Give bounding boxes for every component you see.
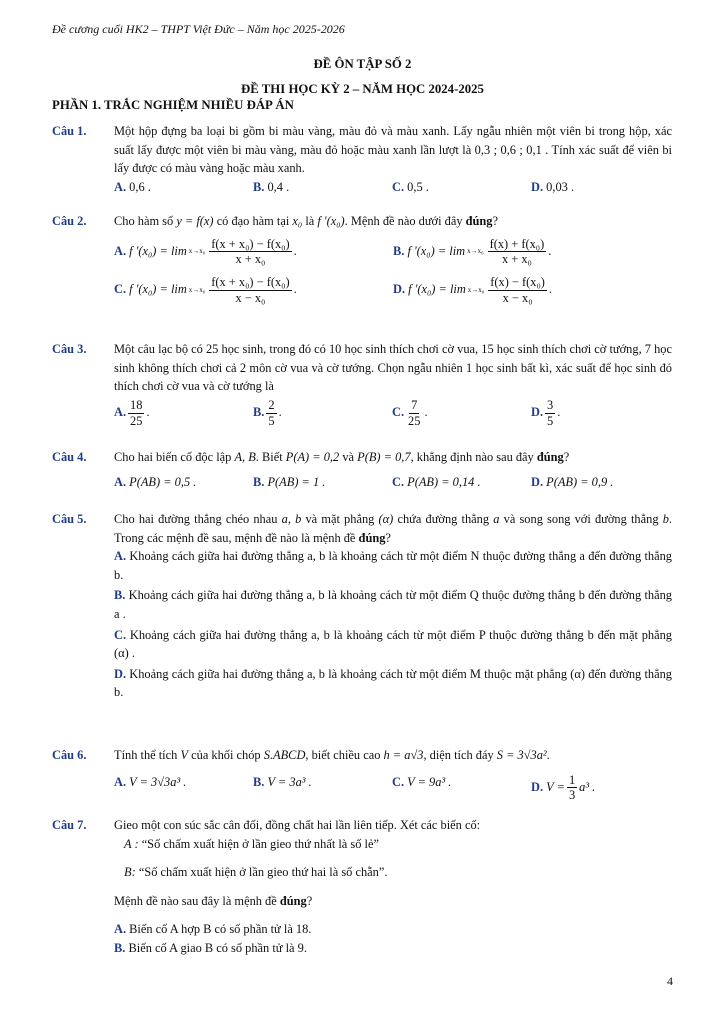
document-header: Đề cương cuối HK2 – THPT Việt Đức – Năm học 2025-2026 xyxy=(52,22,345,36)
option-b[interactable]: B. Khoảng cách giữa hai đường thẳng a, b là khoảng cách từ một điểm Q thuộc đường thẳng b đến đường thẳng a . xyxy=(114,588,672,622)
option-b[interactable]: B. f '(x₀) = lim x→x₀ $\frac{\text{f(x) + f(x₀)}}{\text{x + x₀}}$ . xyxy=(393,236,552,267)
question-text: Cho hai đường thẳng chéo nhau a, b và mặt phẳng (α) chứa đường thẳng a và song song với đường thẳng b. Trong các mệnh đề sau, mệnh đề nào là mệnh đề đúng? xyxy=(114,512,672,545)
option-d[interactable]: D. Khoảng cách giữa hai đường thẳng a, b là khoảng cách từ một điểm M thuộc mặt phẳng (α) đến đường thẳng b. xyxy=(114,666,672,700)
exam-subtitle: ĐỀ THI HỌC KỲ 2 – NĂM HỌC 2024-2025 xyxy=(241,82,484,96)
question-text: Một hộp đựng ba loại bi gồm bi màu vàng, màu đỏ và màu xanh. Lấy ngẫu nhiên một viên bi trong hộp, xác suất lấy được một viên bi màu vàng, màu đỏ hoặc màu xanh lần lượt là 0,3 ; 0,6 ; 0,1 . Tính xác suất để viên bi lấy được có màu vàng hoặc màu xanh. xyxy=(114,124,672,176)
question-text: Cho hàm số y = f(x) có đạo hàm tại x₀ là f '(x₀). Mệnh đề nào dưới đây đúng? xyxy=(114,214,498,228)
question-2 xyxy=(52,212,672,306)
option-a[interactable]: A. $\frac{18}{25}$ . xyxy=(114,397,150,428)
question-6 xyxy=(52,746,672,803)
answer-options xyxy=(114,178,672,197)
answer-options xyxy=(114,398,672,429)
question-text: Một câu lạc bộ có 25 học sinh, trong đó có 10 học sinh thích chơi cờ vua, 15 học sinh thích chơi cờ tướng, 7 học sinh không thích chơi cả 2 môn cờ vua và cờ tướng. Chọn ngẫu nhiên 1 học sinh bất kì, xác suất để học sinh đó thích chơi cờ vua và cờ tướng là xyxy=(114,342,672,394)
page-number: 4 xyxy=(667,974,673,988)
exam-title: ĐỀ ÔN TẬP SỐ 2 xyxy=(313,57,412,71)
option-d[interactable]: D. V = $\frac{1}{3}$ a³ . xyxy=(531,772,596,803)
question-7 xyxy=(52,816,672,958)
option-b[interactable]: B. V = 3a³ . xyxy=(253,774,312,789)
question-label: Câu 6. xyxy=(52,748,87,762)
question-label: Câu 2. xyxy=(52,214,87,228)
event-b: B: “Số chấm xuất hiện ở lần gieo thứ hai là số chẵn”. xyxy=(124,865,388,880)
question-label: Câu 7. xyxy=(52,818,87,832)
answer-options-row-2 xyxy=(114,275,672,306)
option-a[interactable]: A. Khoảng cách giữa hai đường thẳng a, b là khoảng cách từ một điểm N thuộc đường thẳng a đến đường thẳng b. xyxy=(114,549,672,582)
event-a: A : “Số chấm xuất hiện ở lần gieo thứ nhất là số lẻ” xyxy=(124,836,379,851)
option-d[interactable]: D. P(AB) = 0,9 . xyxy=(531,474,614,489)
question-label: Câu 1. xyxy=(52,124,87,138)
option-a[interactable]: A. P(AB) = 0,5 . xyxy=(114,474,197,489)
option-b[interactable]: B. $\frac{2}{5}$ . xyxy=(253,397,282,428)
part-title: PHẦN 1. TRẮC NGHIỆM NHIỀU ĐÁP ÁN xyxy=(52,98,294,112)
option-a[interactable]: A. 0,6 . xyxy=(114,179,151,194)
option-b[interactable]: B. Biến cố A giao B có số phần tử là 9. xyxy=(114,941,307,956)
option-c[interactable]: C. Khoảng cách giữa hai đường thẳng a, b là khoảng cách từ một điểm P thuộc đường thẳng b đến mặt phẳng (α) . xyxy=(114,627,672,661)
option-c[interactable]: C. P(AB) = 0,14 . xyxy=(392,474,481,489)
question-4 xyxy=(52,448,672,491)
option-c[interactable]: C. 0,5 . xyxy=(392,179,429,194)
question-prompt: Mệnh đề nào sau đây là mệnh đề đúng? xyxy=(114,893,313,908)
option-c[interactable]: C. $\frac{7}{25}$ . xyxy=(392,397,428,428)
option-a[interactable]: A. f '(x₀) = lim x→x₀ $\frac{\text{f(x + x₀) − f(x₀)}}{\text{x + x₀}}$ . xyxy=(114,236,297,267)
option-d[interactable]: D. $\frac{3}{5}$ . xyxy=(531,397,561,428)
option-a[interactable]: A. Biến cố A hợp B có số phần tử là 18. xyxy=(114,922,312,937)
answer-options xyxy=(114,773,672,804)
option-c[interactable]: C. V = 9a³ . xyxy=(392,774,452,789)
question-1 xyxy=(52,122,672,196)
option-d[interactable]: D. 0,03 . xyxy=(531,179,575,194)
option-a[interactable]: A. V = 3√3a³ . xyxy=(114,774,187,789)
answer-options xyxy=(114,473,672,492)
option-c[interactable]: C. f '(x₀) = lim x→x₀ $\frac{\text{f(x + x₀) − f(x₀)}}{\text{x − x₀}}$ . xyxy=(114,275,297,306)
question-text: Tính thể tích V của khối chóp S.ABCD, biết chiều cao h = a√3, diện tích đáy S = 3√3a². xyxy=(114,748,550,762)
option-b[interactable]: B. P(AB) = 1 . xyxy=(253,474,326,489)
question-text: Cho hai biến cố độc lập A, B. Biết P(A) = 0,2 và P(B) = 0,7, khẳng định nào sau đây đúng? xyxy=(114,450,570,464)
question-3 xyxy=(52,340,672,429)
question-label: Câu 4. xyxy=(52,450,87,464)
option-b[interactable]: B. 0,4 . xyxy=(253,179,290,194)
question-label: Câu 5. xyxy=(52,512,87,526)
option-d[interactable]: D. f '(x₀) = lim x→x₀ $\frac{\text{f(x) − f(x₀)}}{\text{x − x₀}}$ . xyxy=(393,275,553,306)
question-text: Gieo một con súc sắc cân đối, đồng chất hai lần liên tiếp. Xét các biến cố: xyxy=(114,818,481,832)
question-label: Câu 3. xyxy=(52,342,87,356)
question-5 xyxy=(52,510,672,702)
answer-options-row-1 xyxy=(114,237,672,268)
